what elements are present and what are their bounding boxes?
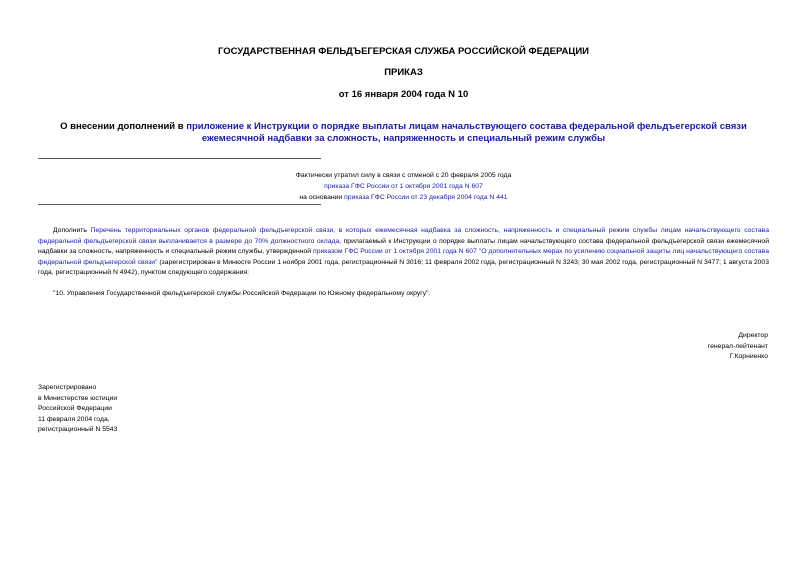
document-type: ПРИКАЗ bbox=[384, 67, 423, 78]
signature-rank: генерал-лейтенант bbox=[707, 342, 768, 350]
added-item: "10. Управления Государственной фельдъегерской службы Российской Федерации по Южному федеральному округу". bbox=[53, 290, 431, 297]
note-line-3-prefix: на основании bbox=[299, 194, 345, 201]
note-line-1: Фактически утратил силу в связи с отменой с 20 февраля 2005 года bbox=[295, 172, 512, 179]
signature-block bbox=[708, 331, 768, 363]
divider-bottom bbox=[38, 204, 321, 205]
title-prefix: О внесении дополнений в bbox=[60, 121, 187, 132]
note-link-order-441[interactable]: приказа ГФС России от 23 декабря 2004 года N 441 bbox=[344, 194, 508, 201]
divider-top bbox=[38, 158, 321, 159]
organization-name: ГОСУДАРСТВЕННАЯ ФЕЛЬДЪЕГЕРСКАЯ СЛУЖБА РОССИЙСКОЙ ФЕДЕРАЦИИ bbox=[218, 46, 589, 57]
document-date: от 16 января 2004 года N 10 bbox=[338, 89, 469, 100]
document-title bbox=[40, 121, 767, 145]
body-part-3: (зарегистрирован в Минюсте России 1 ноября 2001 года, регистрационный N 3016; 11 февраля 2002 года, регистрационный N 3243; 30 мая 2002 года, регистрационный N 3477; 1 августа 2003 года, регистрационный N 4942), пунктом следующего содержания: bbox=[38, 258, 769, 276]
note-line-3 bbox=[200, 192, 607, 203]
registration-line-4: 11 февраля 2004 года, bbox=[38, 415, 110, 423]
status-note bbox=[200, 170, 607, 203]
signature-name: Г.Корниенко bbox=[729, 353, 768, 360]
body-link-order-607[interactable]: приказом ГФС России от 1 октября 2001 года N 607 "О дополнительных мерах по усилению социальной защиты лиц начальствующего состава федеральной фельдъегерской связи" bbox=[38, 248, 769, 266]
body-part-1: Дополнить bbox=[53, 227, 91, 234]
body-part-2: , прилагаемый к Инструкции о порядке выплаты лицам начальствующего состава федеральной фельдъегерской связи ежемесячной надбавки за сложность, напряженность и специальный режим службы, утвержденной bbox=[38, 237, 770, 255]
signature-position: Директор bbox=[738, 332, 768, 339]
note-link-order-607[interactable]: приказа ГФС России от 1 октября 2001 года N 607 bbox=[324, 183, 483, 190]
registration-line-3: Российской Федерации bbox=[38, 405, 112, 412]
registration-block bbox=[38, 383, 117, 436]
body-link-list[interactable]: Перечень территориальных органов федеральной фельдъегерской связи, в которых ежемесячная надбавка за сложность, напряженность и специальный режим службы лицам начальствующего состава федеральной фельдъегерской связи выплачивается в размере до 70% должностного оклада bbox=[38, 227, 769, 245]
registration-line-2: в Министерстве юстиции bbox=[38, 394, 118, 402]
title-link[interactable]: приложение к Инструкции о порядке выплаты лицам начальствующего состава федеральной фельдъегерской связи ежемесячной надбавки за сложность, напряженность и специальный режим службы bbox=[186, 121, 747, 144]
body-paragraph bbox=[38, 226, 769, 279]
registration-line-1: Зарегистрировано bbox=[38, 384, 97, 391]
registration-line-5: регистрационный N 5543 bbox=[38, 426, 118, 433]
